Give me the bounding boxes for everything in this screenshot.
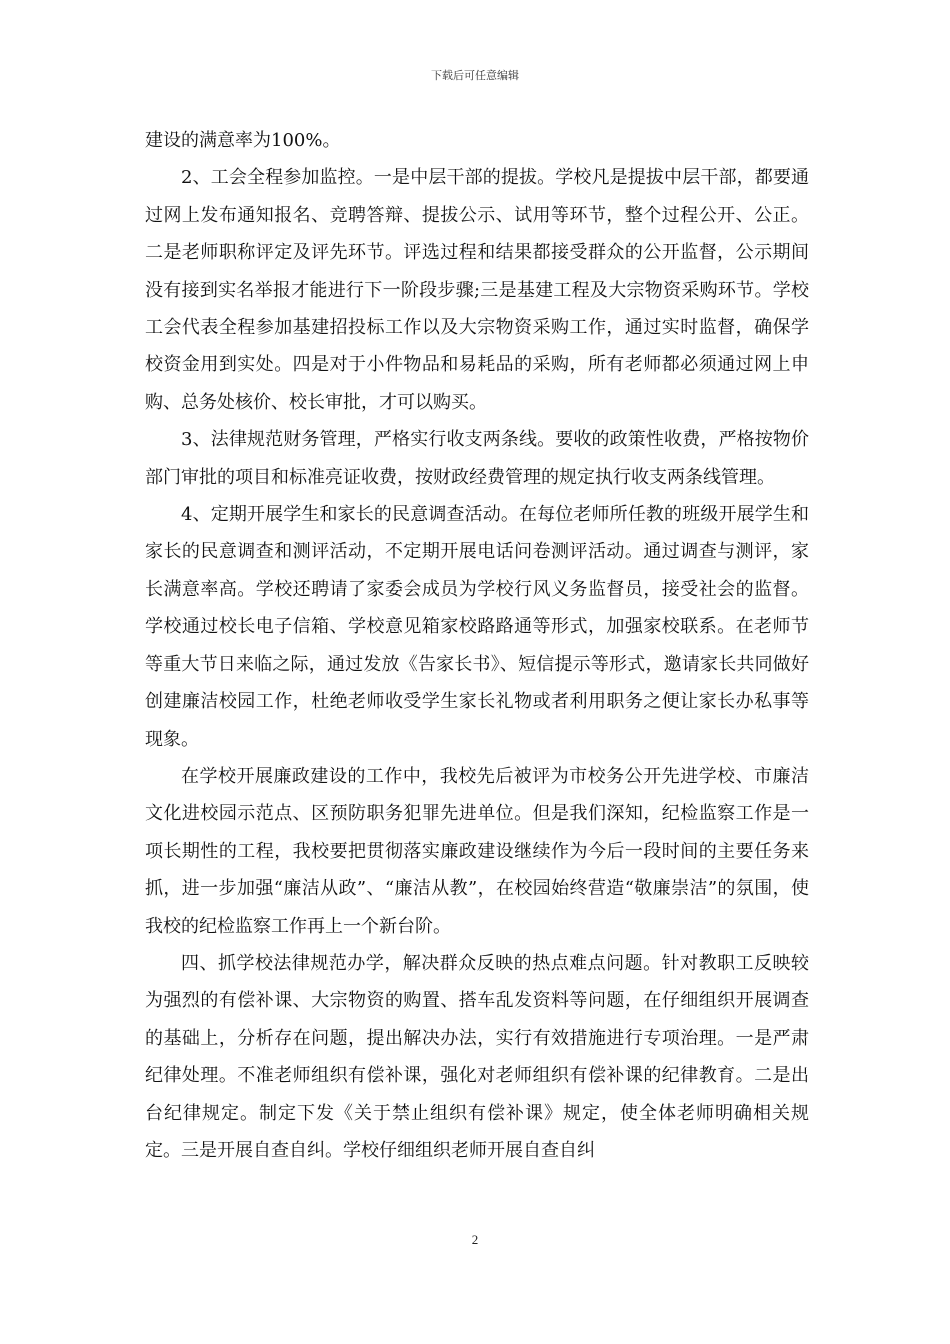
page-number: 2 bbox=[471, 1232, 479, 1247]
paragraph: 四、抓学校法律规范办学，解决群众反映的热点难点问题。针对教职工反映较为强烈的有偿补课、大宗物资的购置、搭车乱发资料等问题，在仔细组织开展调查的基础上，分析存在问题，提出解决办法，实行有效措施进行专项治理。一是严肃纪律处理。不准老师组织有偿补课，强化对老师组织有偿补课的纪律教育。二是出台纪律规定。制定下发《关于禁止组织有偿补课》规定，使全体老师明确相关规定。三是开展自查自纠。学校仔细组织老师开展自查自纠 bbox=[145, 952, 809, 1161]
paragraph: 3、法律规范财务管理，严格实行收支两条线。要收的政策性收费，严格按物价部门审批的项目和标准亮证收费，按财政经费管理的规定执行收支两条线管理。 bbox=[145, 429, 809, 488]
paragraph: 建设的满意率为100%。 bbox=[145, 130, 341, 151]
paragraph: 4、定期开展学生和家长的民意调查活动。在每位老师所任教的班级开展学生和家长的民意调查和测评活动，不定期开展电话问卷测评活动。通过调查与测评，家长满意率高。学校还聘请了家委会成员为学校行风义务监督员，接受社会的监督。学校通过校长电子信箱、学校意见箱家校路路通等形式，加强家校联系。在老师节等重大节日来临之际，通过发放《告家长书》、短信提示等形式，邀请家长共同做好创建廉洁校园工作，杜绝老师收受学生家长礼物或者利用职务之便让家长办私事等现象。 bbox=[145, 504, 809, 750]
document-body bbox=[145, 122, 809, 1169]
paragraph: 在学校开展廉政建设的工作中，我校先后被评为市校务公开先进学校、市廉洁文化进校园示范点、区预防职务犯罪先进单位。但是我们深知，纪检监察工作是一项长期性的工程，我校要把贯彻落实廉政建设继续作为今后一段时间的主要任务来抓，进一步加强“廉洁从政”、“廉洁从教”，在校园始终营造“敬廉崇洁”的氛围，使我校的纪检监察工作再上一个新台阶。 bbox=[145, 765, 809, 937]
paragraph: 2、工会全程参加监控。一是中层干部的提拔。学校凡是提拔中层干部，都要通过网上发布通知报名、竞聘答辩、提拔公示、试用等环节，整个过程公开、公正。二是老师职称评定及评先环节。评选过程和结果都接受群众的公开监督，公示期间没有接到实名举报才能进行下一阶段步骤;三是基建工程及大宗物资采购环节。学校工会代表全程参加基建招投标工作以及大宗物资采购工作，通过实时监督，确保学校资金用到实处。四是对于小件物品和易耗品的采购，所有老师都必须通过网上申购、总务处核价、校长审批，才可以购买。 bbox=[145, 167, 809, 413]
page-header: 下载后可任意编辑 bbox=[431, 69, 519, 82]
